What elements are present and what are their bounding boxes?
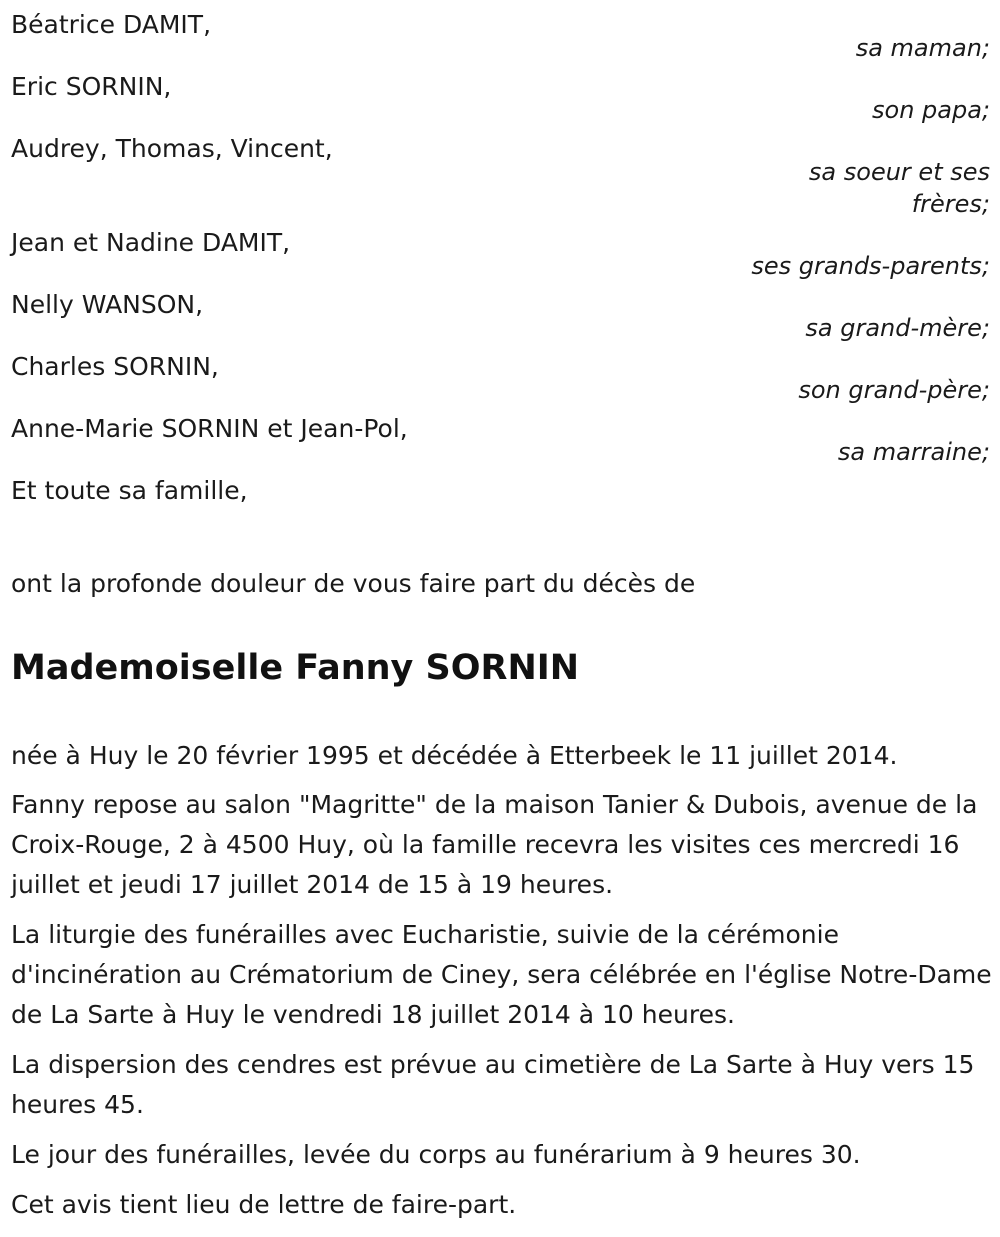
obituary-notice xyxy=(11,0,992,1219)
funeral-paragraph: La liturgie des funérailles avec Eucharistie, suivie de la cérémonie d'incinération au Crématorium de Ciney, sera célébrée en l'église Notre-Dame de La Sarte à Huy le vendredi 18 juillet 2014 à 10 heures. xyxy=(11,920,992,1029)
family-member-name: Jean et Nadine DAMIT, xyxy=(11,228,291,257)
family-member-role: sa maman; xyxy=(855,34,990,62)
family-entry xyxy=(11,344,990,406)
family-member-role: sa grand-mère; xyxy=(805,314,990,342)
family-entry xyxy=(11,64,990,126)
family-entry xyxy=(11,126,990,220)
obituary-details xyxy=(11,736,993,1235)
family-list xyxy=(11,0,990,506)
family-member-name: Eric SORNIN, xyxy=(11,72,172,101)
procession-paragraph: Le jour des funérailles, levée du corps au funérarium à 9 heures 30. xyxy=(11,1140,861,1169)
family-member-name: Anne-Marie SORNIN et Jean-Pol, xyxy=(11,414,408,443)
family-entry xyxy=(11,220,990,282)
family-entry xyxy=(11,406,990,468)
family-entry xyxy=(11,282,990,344)
family-member-name: Béatrice DAMIT, xyxy=(11,10,212,39)
family-entry xyxy=(11,0,990,64)
visitation-paragraph: Fanny repose au salon "Magritte" de la maison Tanier & Dubois, avenue de la Croix-Rouge, 2 à 4500 Huy, où la famille recevra les visites ces mercredi 16 juillet et jeudi 17 juillet 2014 de 15 à 19 heures. xyxy=(11,790,978,899)
family-closing: Et toute sa famille, xyxy=(11,476,248,505)
announcement-intro: ont la profonde douleur de vous faire part du décès de xyxy=(11,569,696,598)
family-member-name: Nelly WANSON, xyxy=(11,290,204,319)
family-member-role: sa marraine; xyxy=(837,438,990,466)
family-member-role: sa soeur et ses frères; xyxy=(808,158,990,218)
closing-paragraph: Cet avis tient lieu de lettre de faire-part. xyxy=(11,1190,517,1219)
family-member-role: son papa; xyxy=(872,96,990,124)
deceased-name: Mademoiselle Fanny SORNIN xyxy=(11,648,580,688)
family-member-name: Charles SORNIN, xyxy=(11,352,219,381)
family-member-role: ses grands-parents; xyxy=(751,252,990,280)
family-member-role: son grand-père; xyxy=(798,376,990,404)
birth-death-paragraph: née à Huy le 20 février 1995 et décédée à Etterbeek le 11 juillet 2014. xyxy=(11,741,898,770)
ashes-paragraph: La dispersion des cendres est prévue au cimetière de La Sarte à Huy vers 15 heures 45. xyxy=(11,1050,975,1119)
family-member-name: Audrey, Thomas, Vincent, xyxy=(11,134,333,163)
